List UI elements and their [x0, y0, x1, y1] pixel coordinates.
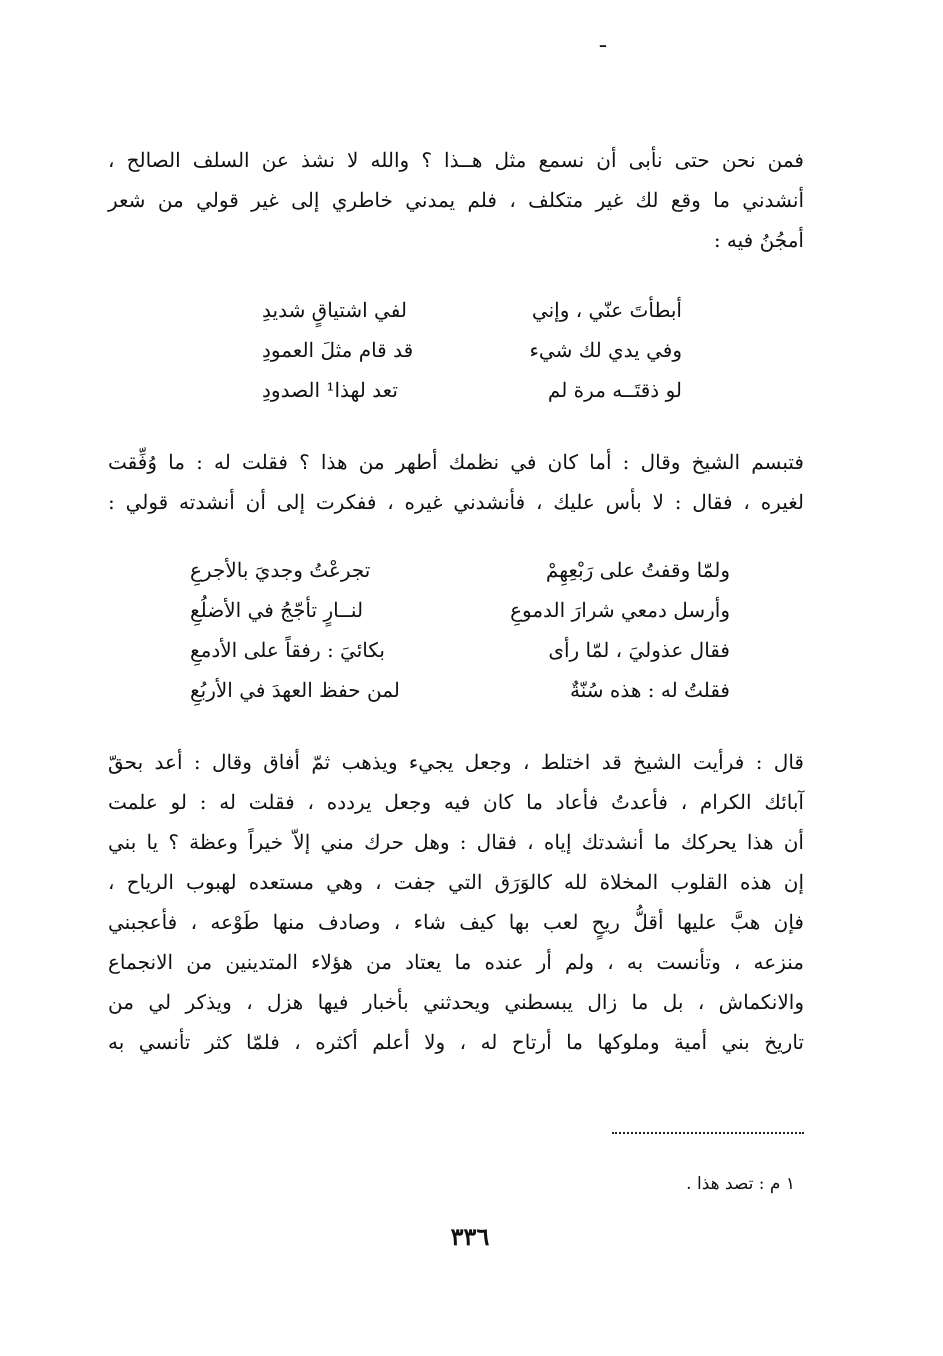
footnote-separator	[612, 1132, 804, 1134]
text-line: إن هذه القلوب المخلاة لله كالوَرَق التي جفت ، وهي مستعده لهبوب الرياح ،	[108, 870, 804, 894]
text-line: أنشدني ما وقع لك غير متكلف ، فلم يمدني خاطري إلى غير قولي من شعر	[108, 188, 804, 212]
verse-first-hemistich: لو ذقتَــه مرة لم	[547, 378, 682, 402]
verse-line	[262, 330, 682, 370]
poem-2	[190, 550, 730, 710]
paragraph-3	[108, 742, 804, 1062]
paragraph-2	[108, 442, 804, 522]
text-line: فتبسم الشيخ وقال : أما كان في نظمك أطهر من هذا ؟ فقلت له : ما وُفِّقت	[108, 450, 804, 474]
verse-line	[262, 290, 682, 330]
verse-first-hemistich: فقلتُ له : هذه سُنّةٌ	[570, 678, 730, 702]
verse-second-hemistich: تجرعْتُ وجديَ بالأجرعِ	[190, 558, 371, 582]
paragraph-1	[108, 140, 804, 260]
poem-1	[262, 290, 682, 410]
verse-second-hemistich: تعد لهذا¹ الصدودِ	[262, 378, 398, 402]
text-line: أن هذا يحركك ما أنشدتك إياه ، فقال : وهل حرك مني إلاّ خيراً وعظة ؟ يا بني	[108, 830, 804, 854]
verse-second-hemistich: بكائيَ : رفقاً على الأدمعِ	[190, 638, 385, 662]
text-line: والانكماش ، بل ما زال يبسطني ويحدثني بأخبار فيها هزل ، ويذكر لي من	[108, 990, 804, 1014]
top-mark: ـ	[600, 28, 606, 52]
verse-second-hemistich: قد قام مثلَ العمودِ	[262, 338, 414, 362]
verse-line	[262, 370, 682, 410]
verse-line	[190, 630, 730, 670]
verse-line	[190, 550, 730, 590]
verse-second-hemistich: لفي اشتياقٍ شديدِ	[262, 298, 407, 322]
verse-first-hemistich: وفي يدي لك شيء	[529, 338, 682, 362]
verse-first-hemistich: فقال عذوليَ ، لمّا رأى	[548, 638, 730, 662]
text-line: فمن نحن حتى نأبى أن نسمع مثل هــذا ؟ والله لا نشذ عن السلف الصالح ،	[108, 148, 804, 172]
verse-first-hemistich: وأرسل دمعي شرارَ الدموعِ	[510, 598, 730, 622]
text-line: فإن هبَّ عليها أقلُّ ريحٍ لعب بها كيف شاء ، وصادف منها طَوْعه ، فأعجبني	[108, 910, 804, 934]
verse-first-hemistich: ولمّا وقفتُ على رَبْعِهِمْ	[545, 558, 730, 582]
text-line: منزعه ، وتأنست به ، ولم أر عنده ما يعتاد من هؤلاء المتدينين من الانجماع	[108, 950, 804, 974]
verse-first-hemistich: أبطأتَ عنّي ، وإني	[531, 298, 682, 322]
text-line: آبائك الكرام ، فأعدتُ فأعاد ما كان فيه وجعل يردده ، فقلت له : لو علمت	[108, 790, 804, 814]
verse-line	[190, 670, 730, 710]
text-line: قال : فرأيت الشيخ قد اختلط ، وجعل يجيء ويذهب ثمّ أفاق وقال : أعد بحقّ	[108, 750, 804, 774]
text-line: تاريخ بني أمية وملوكها ما أرتاح له ، ولا أعلم أكثره ، فلمّا كثر تأنسي به	[108, 1030, 804, 1054]
page-number: ٣٣٦	[450, 1222, 490, 1251]
verse-line	[190, 590, 730, 630]
text-line: أمجُنُ فيه :	[713, 228, 804, 252]
verse-second-hemistich: لمن حفظ العهدَ في الأربُعِ	[190, 678, 400, 702]
verse-second-hemistich: لنــارٍ تأجّجُ في الأضلُعِ	[190, 598, 364, 622]
text-line: لغيره ، فقال : لا بأس عليك ، فأنشدني غيره ، ففكرت إلى أن أنشدته قولي :	[108, 490, 804, 514]
footnote: ١ م : تصد هذا .	[686, 1174, 795, 1194]
